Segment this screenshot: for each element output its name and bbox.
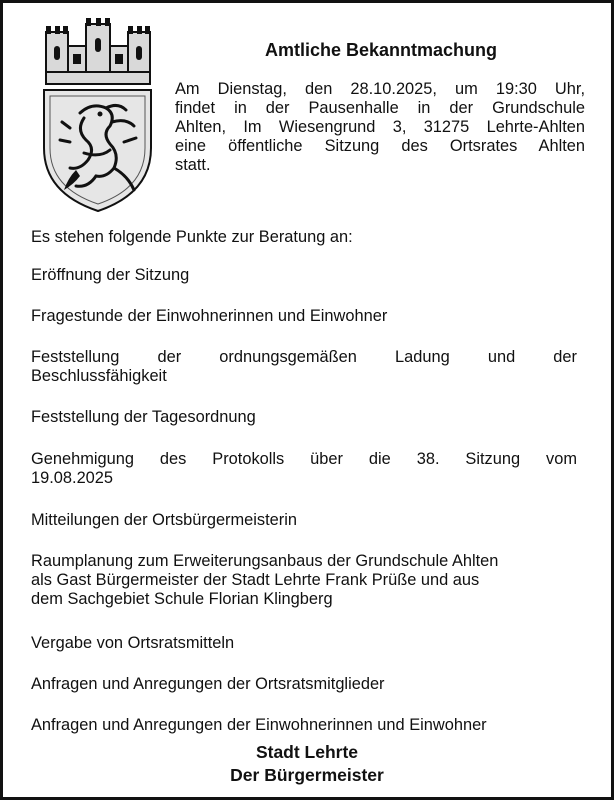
agenda-item	[31, 552, 577, 609]
agenda-item-text: Eröffnung der Sitzung	[31, 266, 190, 284]
signature-city: Stadt Lehrte	[255, 742, 359, 762]
agenda-item	[31, 675, 577, 694]
agenda-item-text: Vergabe von Ortsratsmitteln	[31, 634, 235, 652]
agenda-item	[31, 511, 577, 530]
agenda-item-text: 19.08.2025	[31, 469, 114, 487]
agenda-item-text: Feststellung der Tagesordnung	[31, 408, 256, 426]
agenda-item-text: Raumplanung zum Erweiterungsanbaus der Grundschule Ahlten	[31, 552, 499, 570]
intro-line: statt.	[175, 156, 211, 174]
agenda-item-text: Anfragen und Anregungen der Ortsratsmitglieder	[31, 675, 385, 693]
agenda-item	[31, 307, 577, 326]
coat-of-arms-icon	[40, 18, 155, 213]
intro-paragraph	[175, 80, 585, 175]
agenda-item	[31, 408, 577, 427]
signature-title: Der Bürgermeister	[230, 765, 384, 785]
agenda-item-text: Fragestunde der Einwohnerinnen und Einwohner	[31, 307, 388, 325]
intro-line: findet in der Pausenhalle in der Grundschule	[175, 99, 585, 117]
agenda-item-text: Feststellung der ordnungsgemäßen Ladung und der	[31, 348, 577, 366]
agenda-intro-text: Es stehen folgende Punkte zur Beratung an:	[31, 228, 353, 246]
intro-line: Am Dienstag, den 28.10.2025, um 19:30 Uhr,	[175, 80, 585, 98]
agenda-item	[31, 266, 577, 285]
agenda-item	[31, 450, 577, 488]
agenda-intro	[31, 228, 577, 247]
agenda-item	[31, 348, 577, 386]
agenda-item-text: Mitteilungen der Ortsbürgermeisterin	[31, 511, 298, 529]
agenda-item-text: dem Sachgebiet Schule Florian Klingberg	[31, 590, 333, 608]
agenda-item	[31, 716, 577, 735]
agenda-item-text: Beschlussfähigkeit	[31, 367, 167, 385]
agenda-item	[31, 634, 577, 653]
intro-line: eine öffentliche Sitzung des Ortsrates Ahlten	[175, 137, 585, 155]
agenda-item-text: als Gast Bürgermeister der Stadt Lehrte Frank Prüße und aus	[31, 571, 480, 589]
intro-line: Ahlten, Im Wiesengrund 3, 31275 Lehrte-Ahlten	[175, 118, 585, 136]
agenda-item-text: Anfragen und Anregungen der Einwohnerinnen und Einwohner	[31, 716, 487, 734]
notice-title: Amtliche Bekanntmachung	[264, 40, 498, 60]
agenda-item-text: Genehmigung des Protokolls über die 38. Sitzung vom	[31, 450, 577, 468]
